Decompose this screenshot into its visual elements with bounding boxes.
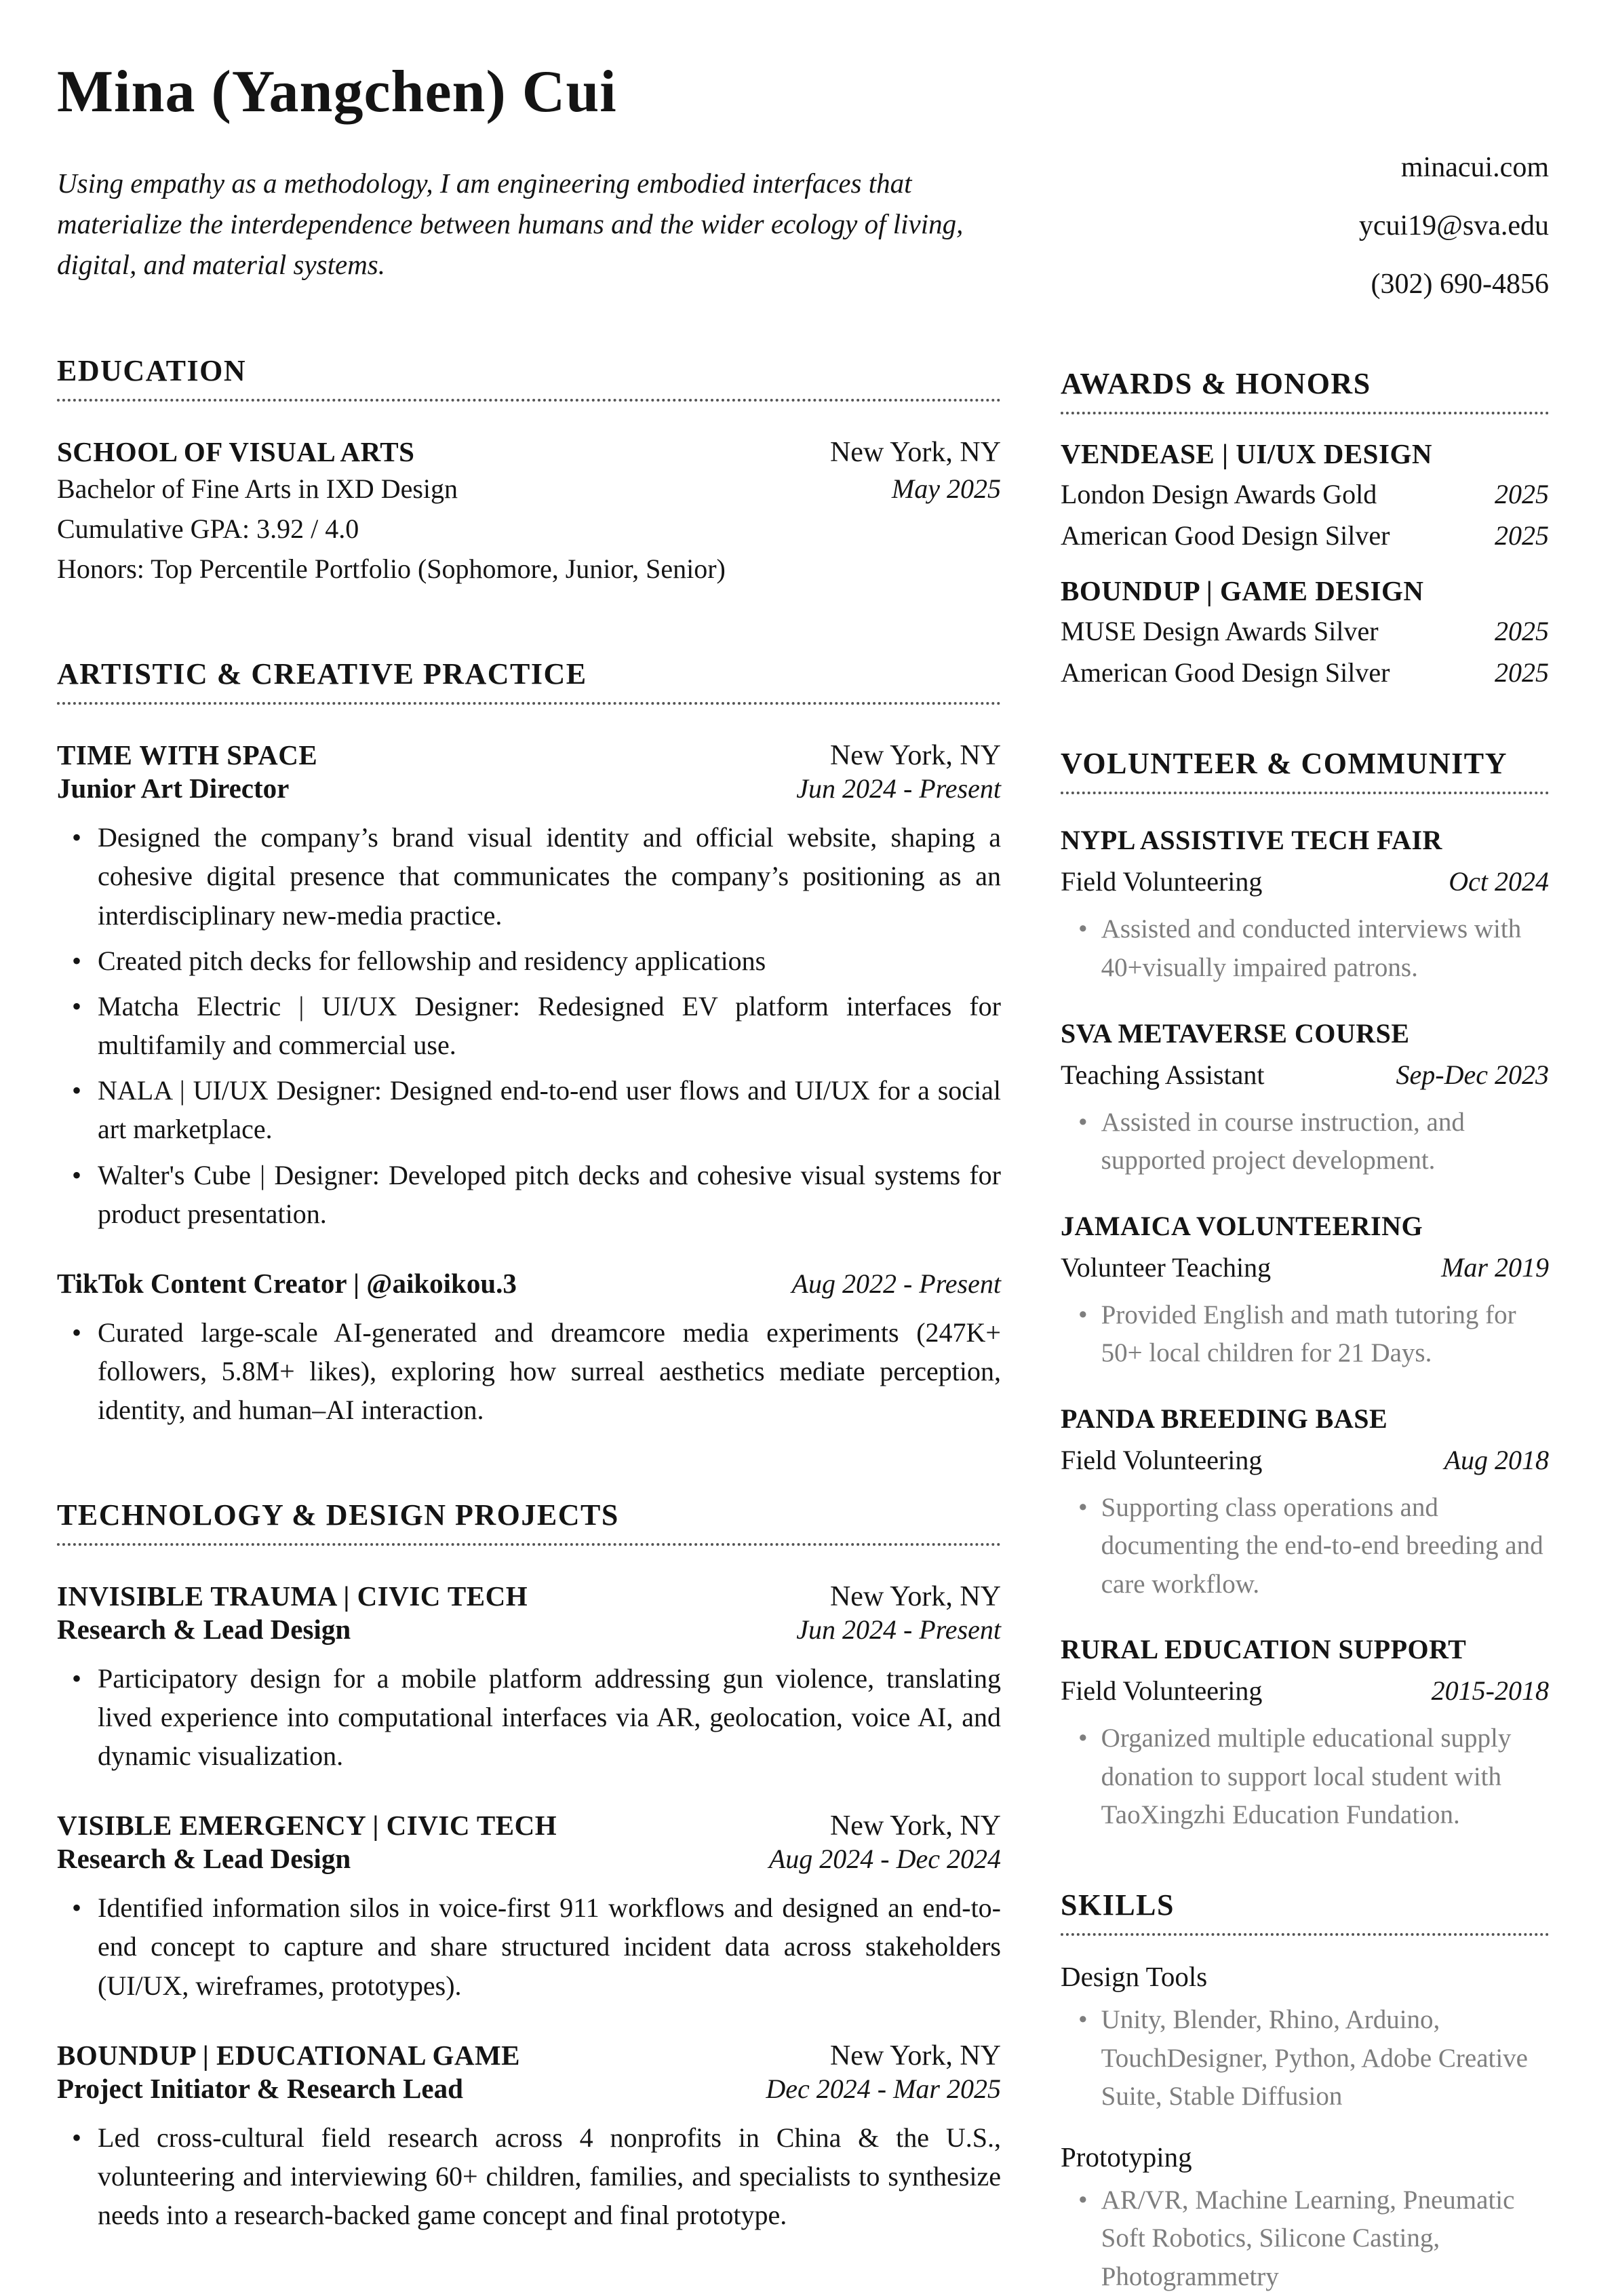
section-awards <box>1061 366 1549 693</box>
award-row <box>1061 474 1549 515</box>
contact-phone: (302) 690-4856 <box>1371 269 1549 300</box>
volunteer-title: VOLUNTEER & COMMUNITY <box>1061 746 1549 794</box>
bullet-marker: • <box>72 1892 82 1924</box>
volunteer-heading: JAMAICA VOLUNTEERING <box>1061 1210 1423 1241</box>
bullet-marker: • <box>1078 1107 1088 1137</box>
bullet-marker: • <box>72 822 82 853</box>
school-name: SCHOOL OF VISUAL ARTS <box>57 435 415 467</box>
volunteer-heading: SVA METAVERSE COURSE <box>1061 1017 1410 1049</box>
bullet-item <box>57 941 1001 980</box>
bullet-text: Assisted in course instruction, and supported project development. <box>1101 1107 1465 1175</box>
gpa: Cumulative GPA: 3.92 / 4.0 <box>57 513 359 544</box>
bullet-list <box>57 1313 1001 1430</box>
award-row <box>1061 611 1549 653</box>
person-name: Mina (Yangchen) Cui <box>57 59 617 125</box>
entry-org: INVISIBLE TRAUMA | CIVIC TECH <box>57 1580 528 1612</box>
education-entry <box>57 435 1001 589</box>
bullet-item <box>1061 1719 1549 1835</box>
bullet-item <box>57 1659 1001 1776</box>
bullet-list <box>57 818 1001 1233</box>
bullet-text: Unity, Blender, Rhino, Arduino, TouchDesigner, Python, Adobe Creative Suite, Stable Diffusion <box>1101 2005 1528 2112</box>
bullet-item <box>1061 910 1549 987</box>
bullet-item <box>57 1156 1001 1233</box>
volunteer-date: Aug 2018 <box>1444 1444 1549 1475</box>
entry-org: BOUNDUP | EDUCATIONAL GAME <box>57 2039 521 2071</box>
award-year: 2025 <box>1495 520 1549 551</box>
education-title: EDUCATION <box>57 353 1001 402</box>
bullet-text: Organized multiple educational supply donation to support local student with TaoXingzhi Education Fundation. <box>1101 1724 1512 1830</box>
volunteer-role: Field Volunteering <box>1061 1444 1263 1475</box>
entry-location: New York, NY <box>829 740 1001 772</box>
bullet-marker: • <box>72 1317 82 1348</box>
entry-role: Project Initiator & Research Lead <box>57 2072 463 2104</box>
award-group-boundup <box>1061 575 1549 694</box>
award-group-heading: VENDEASE | UI/UX DESIGN <box>1061 438 1432 470</box>
bullet-list <box>57 2118 1001 2235</box>
section-projects <box>57 1498 1001 2235</box>
award-row <box>1061 515 1549 557</box>
volunteer-heading: PANDA BREEDING BASE <box>1061 1403 1388 1434</box>
bullet-item <box>1061 2181 1549 2296</box>
bullet-item <box>1061 1104 1549 1180</box>
bullet-list <box>57 1659 1001 1776</box>
volunteer-role: Teaching Assistant <box>1061 1059 1265 1090</box>
projects-title: TECHNOLOGY & DESIGN PROJECTS <box>57 1498 1001 1546</box>
volunteer-entry-jamaica <box>1061 1210 1549 1373</box>
entry-invisible-trauma <box>57 1580 1001 1776</box>
entry-boundup <box>57 2039 1001 2235</box>
left-column <box>57 60 1001 2244</box>
volunteer-role: Field Volunteering <box>1061 866 1263 897</box>
volunteer-date: Sep-Dec 2023 <box>1396 1059 1549 1090</box>
volunteer-date: 2015-2018 <box>1431 1675 1549 1707</box>
award-group-heading: BOUNDUP | GAME DESIGN <box>1061 575 1424 606</box>
entry-date: Dec 2024 - Mar 2025 <box>766 2073 1001 2104</box>
honors: Honors: Top Percentile Portfolio (Sophomore, Junior, Senior) <box>57 553 726 584</box>
bullet-list <box>57 1888 1001 2005</box>
award-year: 2025 <box>1495 657 1549 688</box>
bullet-marker: • <box>1078 914 1088 944</box>
contact-block <box>1061 138 1549 313</box>
bullet-item <box>57 987 1001 1064</box>
contact-email: ycui19@sva.edu <box>1358 210 1549 242</box>
bullet-marker: • <box>1078 2005 1088 2035</box>
award-label: American Good Design Silver <box>1061 520 1390 551</box>
bullet-text: Designed the company’s brand visual identity and official website, shaping a cohesive digital presence that communicates the company’s positioning as an interdisciplinary new-media practice. <box>98 822 1001 931</box>
bullet-item <box>1061 1296 1549 1373</box>
entry-time-with-space <box>57 739 1001 1233</box>
bullet-item <box>57 1888 1001 2005</box>
skill-group-prototyping <box>1061 2141 1549 2296</box>
entry-role: Research & Lead Design <box>57 1613 351 1645</box>
entry-date: Aug 2022 - Present <box>791 1268 1001 1300</box>
bullet-text: Created pitch decks for fellowship and residency applications <box>98 945 766 976</box>
bullet-marker: • <box>72 945 82 976</box>
artistic-title: ARTISTIC & CREATIVE PRACTICE <box>57 657 1001 705</box>
entry-tiktok <box>57 1267 1001 1430</box>
volunteer-date: Mar 2019 <box>1441 1251 1549 1283</box>
bullet-marker: • <box>72 990 82 1021</box>
bullet-item <box>57 818 1001 935</box>
volunteer-entry-sva-metaverse <box>1061 1017 1549 1180</box>
bullet-text: Identified information silos in voice-first 911 workflows and designed an end-to-end concept to capture and share structured incident data across stakeholders (UI/UX, wireframes, prototypes). <box>98 1892 1001 2001</box>
bullet-text: Participatory design for a mobile platform addressing gun violence, translating lived experience into computational interfaces via AR, geolocation, voice AI, and dynamic visualization. <box>98 1662 1001 1771</box>
skill-heading: Design Tools <box>1061 1961 1208 1993</box>
contact-website: minacui.com <box>1400 152 1549 183</box>
award-group-vendease <box>1061 437 1549 557</box>
entry-date: Aug 2024 - Dec 2024 <box>768 1844 1001 1875</box>
bullet-item <box>57 2118 1001 2235</box>
entry-location: New York, NY <box>829 1810 1001 1842</box>
entry-org: VISIBLE EMERGENCY | CIVIC TECH <box>57 1810 557 1842</box>
bullet-marker: • <box>72 2122 82 2153</box>
bullet-marker: • <box>72 1662 82 1694</box>
bullet-text: Matcha Electric | UI/UX Designer: Redesigned EV platform interfaces for multifamily and commercial use. <box>98 990 1001 1061</box>
section-skills <box>1061 1888 1549 2296</box>
entry-location: New York, NY <box>829 2040 1001 2071</box>
bullet-text: Supporting class operations and documenting the end-to-end breeding and care workflow. <box>1101 1492 1543 1599</box>
entry-date: Jun 2024 - Present <box>796 773 1001 804</box>
award-label: MUSE Design Awards Silver <box>1061 615 1379 646</box>
bullet-text: Walter's Cube | Designer: Developed pitch decks and cohesive visual systems for product presentation. <box>98 1159 1001 1229</box>
section-artistic-practice <box>57 657 1001 1429</box>
graduation-date: May 2025 <box>891 473 1001 504</box>
bullet-text: NALA | UI/UX Designer: Designed end-to-end user flows and UI/UX for a social art marketplace. <box>98 1075 1001 1145</box>
award-year: 2025 <box>1495 615 1549 646</box>
bullet-item <box>57 1313 1001 1430</box>
bullet-text: AR/VR, Machine Learning, Pneumatic Soft Robotics, Silicone Casting, Photogrammetry <box>1101 2185 1515 2291</box>
award-year: 2025 <box>1495 479 1549 510</box>
award-label: London Design Awards Gold <box>1061 479 1377 510</box>
volunteer-heading: RURAL EDUCATION SUPPORT <box>1061 1634 1467 1665</box>
bullet-item <box>1061 1489 1549 1604</box>
entry-org: TIME WITH SPACE <box>57 739 318 771</box>
bullet-item <box>1061 2001 1549 2116</box>
award-row <box>1061 653 1549 694</box>
bullet-text: Curated large-scale AI-generated and dreamcore media experiments (247K+ followers, 5.8M+ likes), exploring how surreal aesthetics mediate perception, identity, and human–AI interaction. <box>98 1317 1001 1426</box>
profile-summary: Using empathy as a methodology, I am engineering embodied interfaces that materialize the interdependence between humans and the wider ecology of living, digital, and material systems. <box>57 168 964 280</box>
school-location: New York, NY <box>829 436 1001 468</box>
bullet-text: Assisted and conducted interviews with 40+visually impaired patrons. <box>1101 914 1522 983</box>
entry-location: New York, NY <box>829 1580 1001 1612</box>
awards-title: AWARDS & HONORS <box>1061 366 1549 414</box>
bullet-marker: • <box>1078 1492 1088 1522</box>
section-volunteer <box>1061 746 1549 1835</box>
volunteer-entry-nypl <box>1061 824 1549 987</box>
bullet-marker: • <box>1078 1724 1088 1753</box>
volunteer-role: Field Volunteering <box>1061 1675 1263 1707</box>
section-education <box>57 353 1001 589</box>
entry-role: Junior Art Director <box>57 773 290 804</box>
volunteer-role: Volunteer Teaching <box>1061 1251 1272 1283</box>
volunteer-entry-rural <box>1061 1633 1549 1835</box>
entry-role: TikTok Content Creator | @aikoikou.3 <box>57 1268 517 1300</box>
skill-heading: Prototyping <box>1061 2141 1192 2173</box>
entry-date: Jun 2024 - Present <box>796 1614 1001 1645</box>
bullet-marker: • <box>1078 2185 1088 2215</box>
bullet-text: Provided English and math tutoring for 50+ local children for 21 Days. <box>1101 1300 1516 1368</box>
bullet-marker: • <box>1078 1300 1088 1329</box>
volunteer-heading: NYPL ASSISTIVE TECH FAIR <box>1061 825 1442 856</box>
bullet-item <box>57 1071 1001 1148</box>
award-label: American Good Design Silver <box>1061 657 1390 688</box>
volunteer-date: Oct 2024 <box>1449 866 1549 897</box>
entry-visible-emergency <box>57 1809 1001 2005</box>
bullet-marker: • <box>72 1075 82 1106</box>
bullet-text: Led cross-cultural field research across 4 nonprofits in China & the U.S., volunteering and interviewing 60+ children, families, and specialists to synthesize needs into a research-backed game concept and final prototype. <box>98 2122 1001 2231</box>
skills-title: SKILLS <box>1061 1888 1549 1936</box>
bullet-marker: • <box>72 1159 82 1190</box>
right-column <box>1061 60 1549 2291</box>
skill-group-design-tools <box>1061 1960 1549 2116</box>
degree: Bachelor of Fine Arts in IXD Design <box>57 473 458 504</box>
entry-role: Research & Lead Design <box>57 1843 351 1875</box>
volunteer-entry-panda <box>1061 1403 1549 1604</box>
